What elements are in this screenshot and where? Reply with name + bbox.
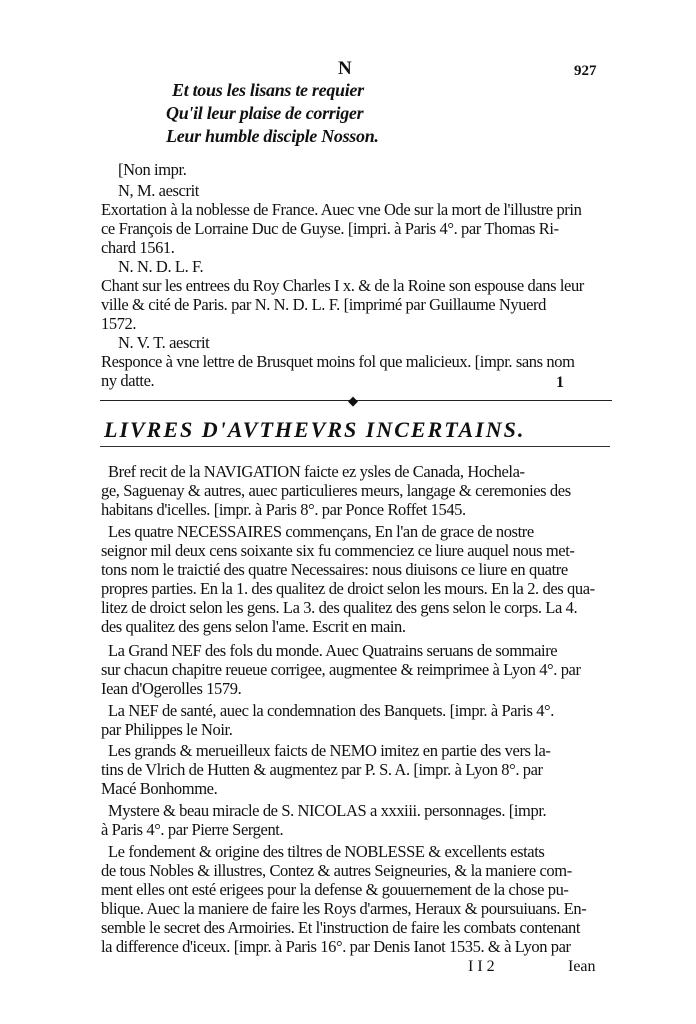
text-line: Macé Bonhomme. — [101, 779, 218, 798]
folio-number: 927 — [574, 63, 597, 79]
signature-mark: I I 2 — [468, 958, 495, 975]
verse-line: Qu'il leur plaise de corriger — [166, 103, 364, 123]
text-line: propres parties. En la 1. des qualitez de droict selon les mours. En la 2. des qua- — [101, 579, 595, 598]
running-head-letter: N — [338, 58, 352, 79]
text-line: [Non impr. — [118, 160, 187, 179]
section-title: LIVRES D'AVTHEVRS INCERTAINS. — [104, 417, 526, 442]
text-line: à Paris 4°. par Pierre Sergent. — [101, 820, 284, 839]
text-line: N, M. aescrit — [118, 181, 199, 200]
marginal-mark: 1 — [556, 374, 564, 391]
text-line: semble le secret des Armoiries. Et l'instruction de faire les combats contenant — [101, 918, 581, 937]
text-line: N. N. D. L. F. — [118, 257, 204, 276]
text-line: Responce à vne lettre de Brusquet moins fol que malicieux. [impr. sans nom — [101, 352, 575, 371]
text-line: La Grand NEF des fols du monde. Auec Quatrains seruans de sommaire — [108, 641, 558, 660]
text-line: Les grands & merueilleux faicts de NEMO imitez en partie des vers la- — [108, 741, 551, 760]
text-line: de tous Nobles & illustres, Contez & autres Seigneuries, & la maniere com- — [101, 861, 572, 880]
text-line: ny datte. — [101, 371, 155, 390]
text-line: Exortation à la noblesse de France. Auec vne Ode sur la mort de l'illustre prin — [101, 200, 582, 219]
text-line: Mystere & beau miracle de S. NICOLAS a xxxiii. personnages. [impr. — [108, 801, 547, 820]
text-line: des qualitez des gens selon l'ame. Escrit en main. — [101, 617, 406, 636]
catchword: Iean — [568, 958, 596, 975]
text-line: 1572. — [101, 314, 137, 333]
rule-ornament-icon: ◆ — [348, 393, 358, 408]
section-underline — [100, 446, 610, 447]
text-line: ville & cité de Paris. par N. N. D. L. F. [imprimé par Guillaume Nyuerd — [101, 295, 547, 314]
text-line: sur chacun chapitre reueue corrigee, augmentee & reimprimee à Lyon 4°. par — [101, 660, 581, 679]
text-line: La NEF de santé, auec la condemnation des Banquets. [impr. à Paris 4°. — [108, 701, 554, 720]
text-line: tons nom le traictié des quatre Necessaires: nous diuisons ce liure en quatre — [101, 560, 568, 579]
text-line: blique. Auec la maniere de faire les Roys d'armes, Heraux & poursuiuans. En- — [101, 899, 587, 918]
text-line: Chant sur les entrees du Roy Charles I x. & de la Roine son espouse dans leur — [101, 276, 584, 295]
text-line: Iean d'Ogerolles 1579. — [101, 679, 242, 698]
text-line: chard 1561. — [101, 238, 175, 257]
text-line: ge, Saguenay & autres, auec particulieres meurs, langage & ceremonies des — [101, 481, 571, 500]
text-line: ce François de Lorraine Duc de Guyse. [impri. à Paris 4°. par Thomas Ri- — [101, 219, 559, 238]
text-line: la difference d'iceux. [impr. à Paris 16°. par Denis Ianot 1535. & à Lyon par — [101, 937, 571, 956]
text-line: tins de Vlrich de Hutten & augmentez par P. S. A. [impr. à Lyon 8°. par — [101, 760, 543, 779]
text-line: Bref recit de la NAVIGATION faicte ez ysles de Canada, Hochela- — [108, 462, 525, 481]
text-line: ment elles ont esté erigees pour la defense & gouuernement de la chose pu- — [101, 880, 569, 899]
text-line: seignor mil deux cens soixante six fu commenciez ce liure auquel nous met- — [101, 541, 575, 560]
text-line: Les quatre NECESSAIRES commençans, En l'an de grace de nostre — [108, 522, 534, 541]
verse-line: Leur humble disciple Nosson. — [166, 126, 379, 146]
text-line: Le fondement & origine des tiltres de NOBLESSE & excellents estats — [108, 842, 545, 861]
text-line: litez de droict selon les gens. La 3. des qualitez des gens selon le corps. La 4. — [101, 598, 578, 617]
text-line: N. V. T. aescrit — [118, 333, 210, 352]
text-line: par Philippes le Noir. — [101, 720, 233, 739]
text-line: habitans d'icelles. [impr. à Paris 8°. par Ponce Roffet 1545. — [101, 500, 466, 519]
verse-line: Et tous les lisans te requier — [172, 80, 364, 100]
